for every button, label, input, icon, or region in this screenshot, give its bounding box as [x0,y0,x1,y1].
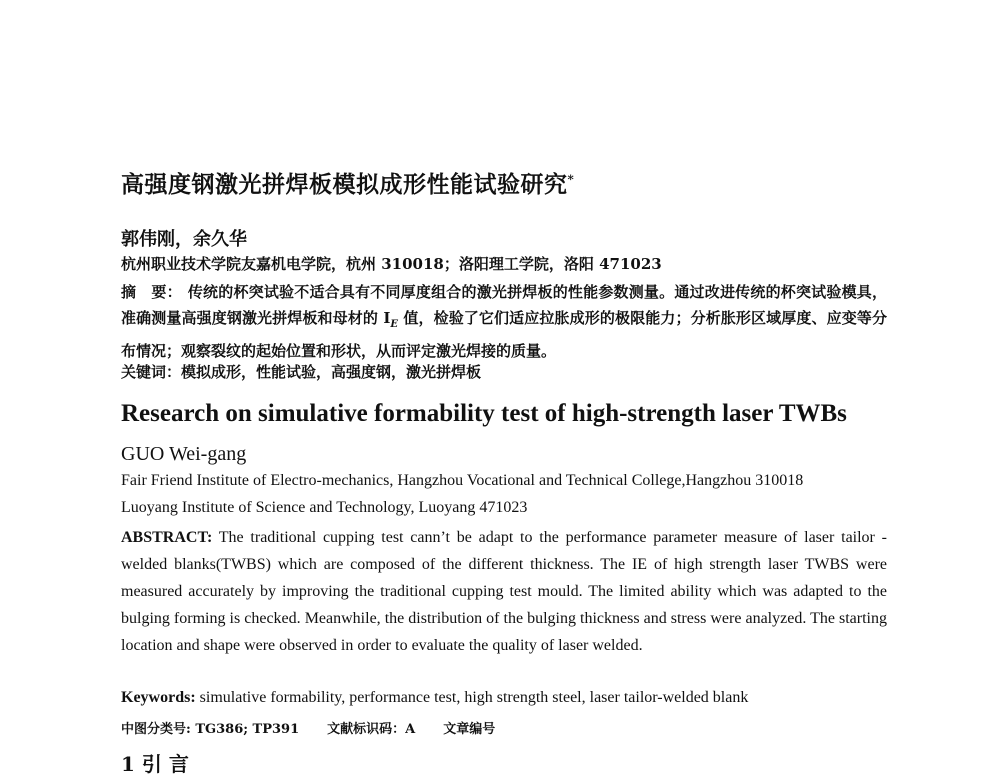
chinese-affiliation: 杭州职业技术学院友嘉机电学院，杭州 310018；洛阳理工学院，洛阳 471023 [121,255,662,273]
chinese-abstract [121,279,887,364]
english-author: GUO Wei-gang [121,443,247,465]
english-keywords-label: Keywords: [121,689,196,706]
title-footnote-mark: * [567,172,575,187]
english-abstract-text: The traditional cupping test cann’t be adapt to the performance parameter measure of laser tailor -welded blanks(TWBS) which are composed of the different thickness. The IE of high strength laser TWBS were measured accurately by improving the traditional cupping test mould. The limited ability which was adapted to the bulging forming is checked. Meanwhile, the distribution of the bulging thickness and stress were analyzed. The starting location and shape were observed in order to evaluate the quality of laser welded. [121,529,887,654]
chinese-abstract-text: 传统的杯突试验不适合具有不同厚度组合的激光拼焊板的性能参数测量。通过改进传统的杯突试验模具，准确测量高强度钢激光拼焊板和母材的 I [121,283,887,327]
english-affiliation-1: Fair Friend Institute of Electro-mechanics, Hangzhou Vocational and Technical College,Hangzhou 310018 [121,472,804,489]
english-affiliation-2: Luoyang Institute of Science and Technology, Luoyang 471023 [121,499,528,516]
chinese-keywords-text: 模拟成形，性能试验，高强度钢，激光拼焊板 [181,363,482,381]
english-abstract-label: ABSTRACT: [121,529,213,546]
classification-line [121,718,887,737]
chinese-keywords-label: 关键词： [121,363,182,381]
chinese-authors: 郭伟刚，余久华 [121,229,247,250]
document-code: 文献标识码：A [327,722,416,737]
chinese-title [121,166,887,199]
chinese-abstract-subscript: E [390,319,398,330]
article-number: 文章编号 [443,722,496,737]
clc-number: 中图分类号: TG386; TP391 [121,722,300,737]
chinese-keywords [121,361,887,382]
section-heading-introduction: 1 引 言 [121,752,189,776]
chinese-abstract-text-cont: 值，检验了它们适应拉胀成形的极限能力；分析胀形区域厚度、应变等分布情况；观察裂纹的起始位置和形状，从而评定激光焊接的质量。 [121,309,887,360]
chinese-title-text: 高强度钢激光拼焊板模拟成形性能试验研究 [121,171,568,198]
english-keywords-text: simulative formability, performance test, high strength steel, laser tailor-welded blank [195,689,749,706]
english-abstract [121,524,887,659]
chinese-abstract-label: 摘 要： [121,283,182,301]
english-title: Research on simulative formability test of high-strength laser TWBs [121,400,847,427]
english-keywords [121,689,887,707]
